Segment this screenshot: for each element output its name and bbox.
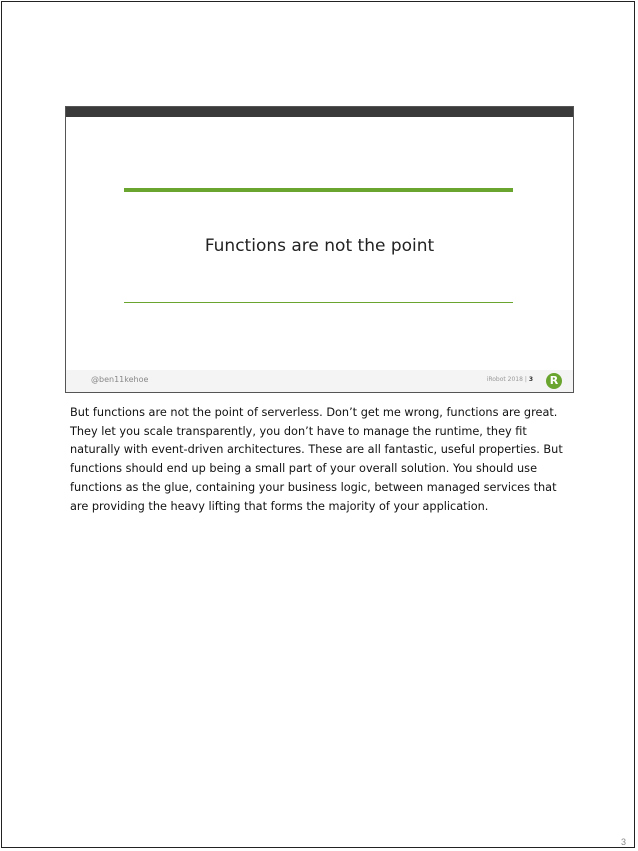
title-rule-bottom bbox=[124, 302, 513, 303]
slide-footer bbox=[66, 370, 573, 392]
footer-event-label bbox=[487, 376, 533, 383]
footer-slide-number: 3 bbox=[528, 376, 533, 383]
page-number: 3 bbox=[620, 837, 626, 847]
footer-separator: | bbox=[524, 376, 527, 383]
speaker-notes: But functions are not the point of serverless. Don’t get me wrong, functions are great. They let you scale transparently, you don’t have to manage the runtime, they fit naturally with event-driven architectures. These are all fantastic, useful properties. But functions should end up being a small part of your overall solution. You should use functions as the glue, containing your business logic, between managed services that are providing the heavy lifting that forms the majority of your application. bbox=[70, 406, 563, 513]
robot-logo-icon: R bbox=[546, 373, 562, 389]
footer-handle: @ben11kehoe bbox=[91, 375, 149, 384]
slide-thumbnail bbox=[65, 106, 574, 393]
slide-top-bar bbox=[66, 107, 573, 117]
slide-title: Functions are not the point bbox=[204, 236, 435, 256]
footer-event-name: iRobot 2018 bbox=[486, 376, 523, 383]
title-rule-top bbox=[124, 188, 513, 192]
